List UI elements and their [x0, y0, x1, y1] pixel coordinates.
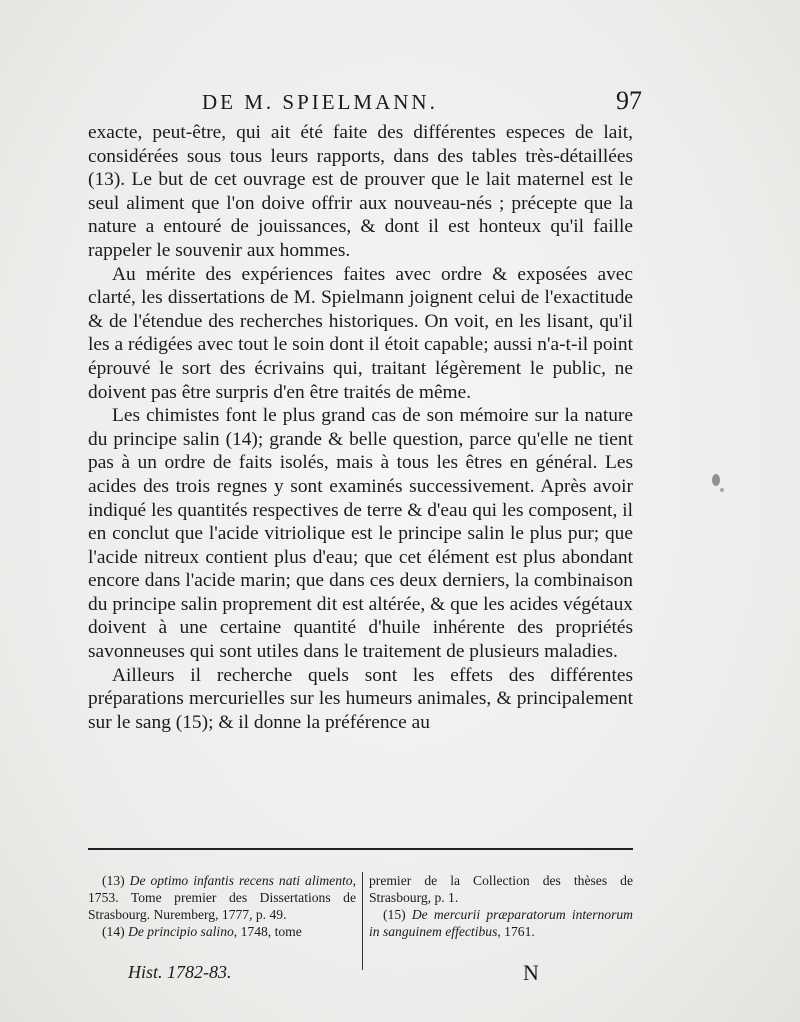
- paragraph-continuation: exacte, peut-être, qui ait été faite des différentes especes de lait, considérées sous tous leurs rapports, dans des tables très-détaillées (13). Le but de cet ouvrage est de prouver que le lait maternel est le seul aliment que l'on doive offrir aux nouveau-nés ; précepte que la nature a entouré de jouissances, & dont il est honteux qu'il faille rappeler le souvenir aux hommes.: [88, 122, 633, 261]
- body-text: [88, 121, 633, 734]
- footnote-14-continuation: premier de la Collection des thèses de Strasbourg, p. 1.: [369, 873, 633, 905]
- running-head: DE M. SPIELMANN.: [202, 90, 438, 114]
- footnote-14-rest: , 1748, tome: [233, 924, 302, 939]
- footnote-14-title: De principio salino: [128, 924, 234, 939]
- footnote-15-title: De mercurii præparatorum internorum in sanguinem effectibus: [369, 907, 633, 939]
- footnote-14: [88, 923, 356, 940]
- signature-mark: N: [523, 960, 539, 985]
- footnote-14-ref: (14): [102, 924, 125, 939]
- footnote-13: [88, 872, 356, 923]
- paragraph-principe-salin: Les chimistes font le plus grand cas de son mémoire sur la nature du principe salin (14); grande & belle question, parce qu'elle ne tient pas à un ordre de faits isolés, mais à tous les êtres en général. Les acides des trois regnes y sont examinés successivement. Après avoir indiqué les quantités respectives de terre & d'eau qui les composent, il en conclut que l'acide vitriolique est le principe salin le plus pur; que l'acide nitreux contient plus d'eau; que cet élément est plus abondant encore dans l'acide marin; que dans ces deux derniers, la combinaison du principe salin proprement dit est altérée, & que les acides végétaux doivent à une certaine quantité d'huile inhérente des propriétés savonneuses qui sont utiles dans le traitement de plusieurs maladies.: [88, 405, 633, 663]
- page-number: 97: [616, 86, 642, 115]
- page-footer: [88, 960, 633, 990]
- page-header: [90, 86, 642, 120]
- footnote-15: [369, 906, 633, 940]
- ink-speck-small: [720, 488, 724, 492]
- footnote-13-title: De optimo infantis recens nati alimento: [129, 873, 353, 888]
- paragraph-merits: Au mérite des expériences faites avec ordre & exposées avec clarté, les dissertations de M. Spielmann joignent celui de l'exactitude & de l'étendue des recherches historiques. On voit, en les lisant, qu'il les a rédigées avec tout le soin dont il étoit capable; aussi n'a-t-il point éprouvé le sort des écrivains qui, traitant légèrement le public, ne doivent pas être surpris d'en être traités de même.: [88, 263, 633, 403]
- footnote-13-rest: , 1753. Tome premier des Dissertations de Strasbourg. Nuremberg, 1777, p. 49.: [88, 873, 356, 922]
- footnotes-left-column: [88, 872, 356, 940]
- ink-speck: [712, 474, 720, 486]
- paragraph-mercurielles: Ailleurs il recherche quels sont les effets des différentes préparations mercurielles sur les humeurs animales, & principalement sur le sang (15); & il donne la préférence au: [88, 664, 633, 733]
- footnote-15-rest: , 1761.: [497, 924, 535, 939]
- footnotes: [88, 872, 633, 972]
- hist-label: Hist. 1782-83.: [128, 962, 232, 982]
- footnote-column-divider: [362, 872, 363, 970]
- footnote-13-ref: (13): [102, 873, 125, 888]
- footnote-15-ref: (15): [383, 907, 406, 922]
- footnote-rule: [88, 848, 633, 850]
- footnotes-right-column: [369, 872, 633, 940]
